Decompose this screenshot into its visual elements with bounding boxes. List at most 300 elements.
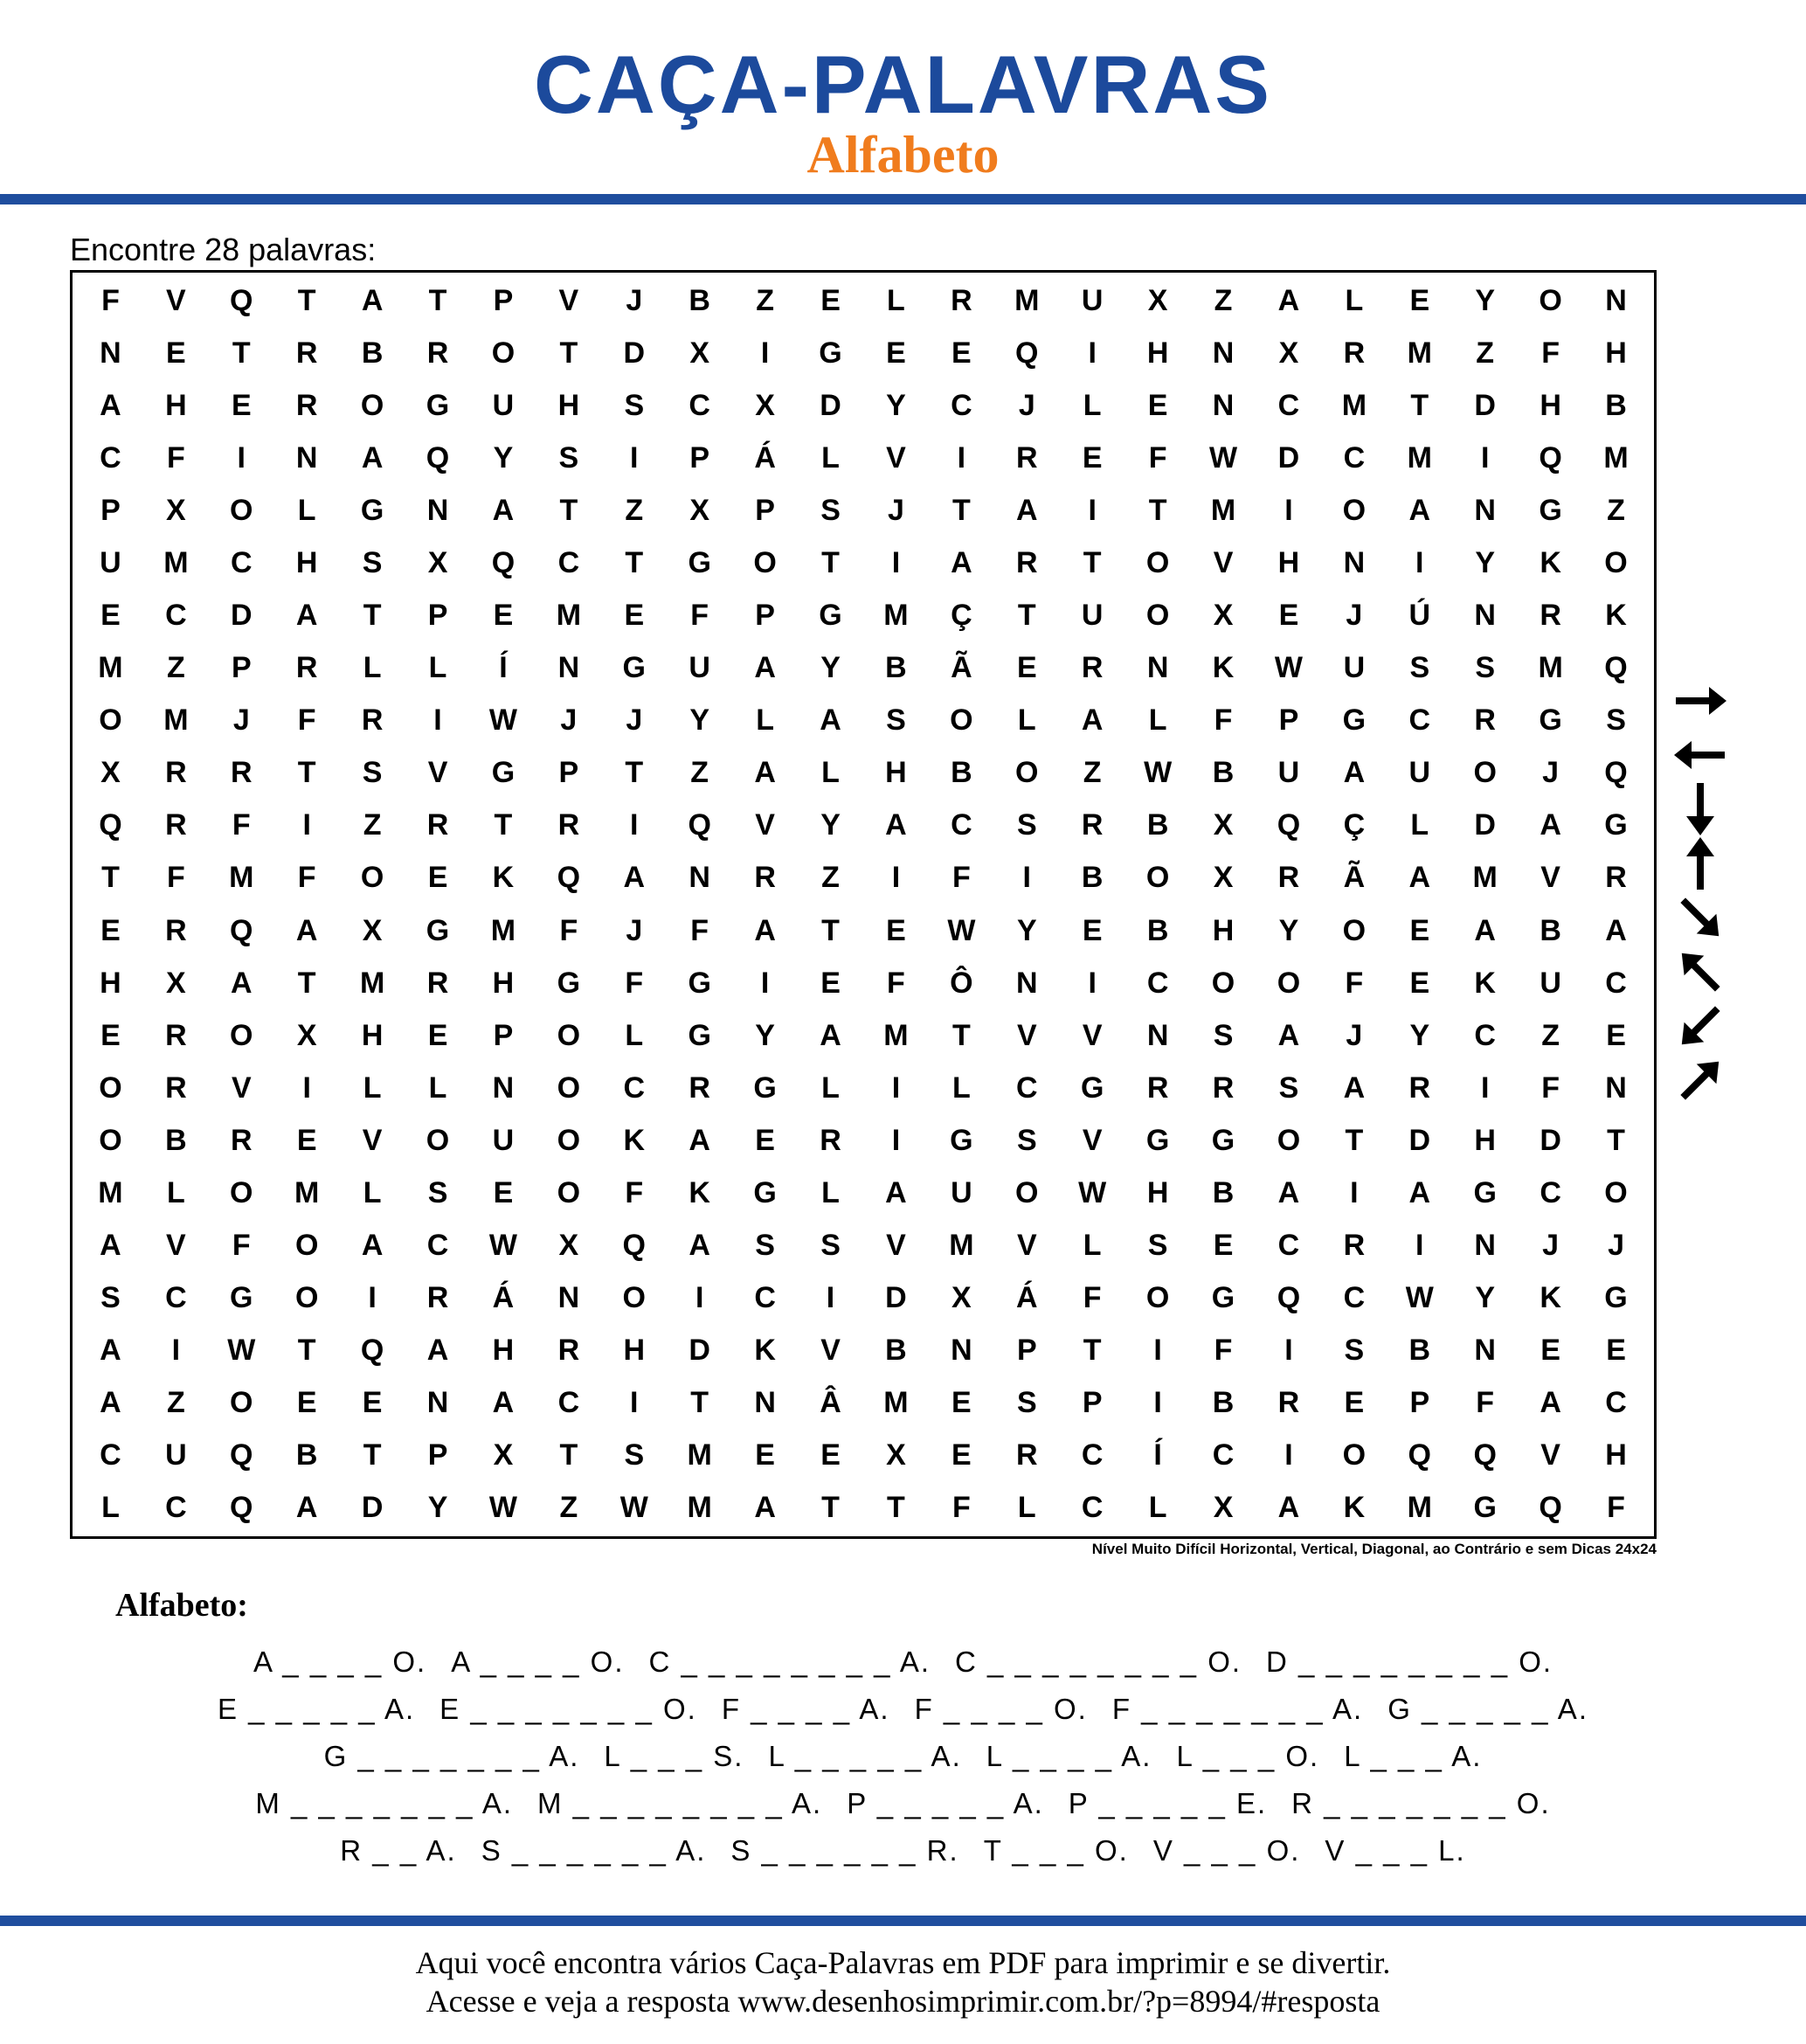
grid-cell[interactable]: H (1277, 545, 1300, 579)
grid-cell[interactable]: M (294, 1175, 320, 1209)
grid-cell[interactable]: O (1277, 966, 1301, 1000)
grid-cell[interactable]: J (1608, 1229, 1624, 1263)
grid-cell[interactable]: M (949, 1229, 974, 1263)
grid-cell[interactable]: R (1081, 651, 1104, 685)
grid-cell[interactable]: A (295, 913, 318, 947)
grid-cell[interactable]: F (166, 440, 185, 475)
grid-cell[interactable]: S (820, 1229, 841, 1263)
grid-cell[interactable]: S (1344, 1334, 1365, 1368)
grid-cell[interactable]: G (1604, 1281, 1628, 1315)
grid-cell[interactable]: A (1408, 1175, 1431, 1209)
grid-cell[interactable]: Q (426, 440, 450, 475)
grid-cell[interactable]: S (1213, 1018, 1234, 1052)
grid-cell[interactable]: L (428, 1071, 447, 1105)
grid-cell[interactable]: M (883, 1386, 909, 1420)
grid-cell[interactable]: B (951, 756, 972, 790)
grid-cell[interactable]: H (165, 388, 187, 422)
grid-cell[interactable]: A (1408, 493, 1431, 527)
grid-cell[interactable]: E (820, 283, 841, 317)
grid-cell[interactable]: M (1341, 388, 1367, 422)
grid-cell[interactable]: A (688, 1123, 710, 1157)
grid-cell[interactable]: O (1015, 756, 1039, 790)
grid-cell[interactable]: L (297, 493, 316, 527)
grid-cell[interactable]: I (695, 1281, 704, 1315)
grid-cell[interactable]: X (1213, 1491, 1234, 1525)
grid-cell[interactable]: G (426, 388, 450, 422)
grid-cell[interactable]: E (886, 913, 906, 947)
grid-cell[interactable]: E (493, 599, 514, 633)
grid-cell[interactable]: K (1474, 966, 1496, 1000)
grid-cell[interactable]: Á (492, 1281, 515, 1315)
grid-cell[interactable]: T (363, 599, 382, 633)
grid-cell[interactable]: H (623, 1334, 646, 1368)
grid-cell[interactable]: R (1343, 336, 1366, 370)
grid-cell[interactable]: E (951, 1438, 972, 1472)
grid-cell[interactable]: S (1475, 651, 1496, 685)
grid-cell[interactable]: T (1017, 599, 1036, 633)
grid-cell[interactable]: L (1017, 1491, 1036, 1525)
grid-cell[interactable]: A (1605, 913, 1627, 947)
grid-cell[interactable]: F (1607, 1491, 1625, 1525)
grid-cell[interactable]: B (1212, 756, 1235, 790)
grid-cell[interactable]: T (559, 493, 578, 527)
grid-cell[interactable]: H (1605, 336, 1627, 370)
grid-cell[interactable]: T (690, 1386, 709, 1420)
grid-cell[interactable]: V (886, 440, 906, 475)
grid-cell[interactable]: J (887, 493, 904, 527)
grid-cell[interactable]: B (1540, 913, 1561, 947)
grid-cell[interactable]: C (165, 1281, 187, 1315)
grid-cell[interactable]: C (1343, 1281, 1366, 1315)
grid-cell[interactable]: R (1277, 1386, 1300, 1420)
grid-cell[interactable]: D (1408, 1123, 1431, 1157)
grid-cell[interactable]: U (951, 1175, 972, 1209)
grid-cell[interactable]: A (885, 808, 907, 842)
grid-cell[interactable]: P (755, 493, 775, 527)
grid-cell[interactable]: O (622, 1281, 646, 1315)
grid-cell[interactable]: I (891, 545, 901, 579)
grid-cell[interactable]: Q (1604, 651, 1628, 685)
grid-cell[interactable]: V (427, 756, 448, 790)
grid-cell[interactable]: F (1345, 966, 1364, 1000)
grid-cell[interactable]: V (886, 1229, 906, 1263)
grid-cell[interactable]: V (1540, 861, 1560, 895)
grid-cell[interactable]: Q (1277, 808, 1301, 842)
grid-cell[interactable]: P (427, 599, 448, 633)
grid-cell[interactable]: A (100, 1334, 121, 1368)
grid-cell[interactable]: X (100, 756, 121, 790)
grid-cell[interactable]: D (688, 1334, 710, 1368)
grid-cell[interactable]: E (1409, 966, 1430, 1000)
grid-cell[interactable]: A (361, 283, 384, 317)
grid-cell[interactable]: C (557, 1386, 580, 1420)
grid-cell[interactable]: V (231, 1071, 252, 1105)
grid-cell[interactable]: D (623, 336, 646, 370)
grid-cell[interactable]: A (1277, 1018, 1300, 1052)
grid-cell[interactable]: O (230, 1175, 253, 1209)
grid-cell[interactable]: B (1146, 913, 1169, 947)
grid-cell[interactable]: K (688, 1175, 710, 1209)
grid-cell[interactable]: Q (622, 1229, 646, 1263)
grid-cell[interactable]: T (297, 756, 316, 790)
grid-cell[interactable]: U (1081, 599, 1104, 633)
grid-cell[interactable]: A (492, 1386, 515, 1420)
grid-cell[interactable]: H (1474, 1123, 1496, 1157)
grid-cell[interactable]: I (957, 440, 966, 475)
grid-cell[interactable]: Q (1539, 440, 1562, 475)
grid-cell[interactable]: R (426, 966, 449, 1000)
grid-cell[interactable]: N (1212, 336, 1235, 370)
grid-cell[interactable]: O (557, 1018, 581, 1052)
grid-cell[interactable]: H (1212, 913, 1235, 947)
grid-cell[interactable]: T (559, 1438, 578, 1472)
grid-cell[interactable]: F (625, 1175, 644, 1209)
grid-cell[interactable]: Z (1083, 756, 1102, 790)
grid-cell[interactable]: C (951, 388, 972, 422)
grid-cell[interactable]: E (951, 1386, 972, 1420)
grid-cell[interactable]: A (361, 1229, 384, 1263)
grid-cell[interactable]: C (165, 599, 187, 633)
grid-cell[interactable]: U (100, 545, 121, 579)
grid-cell[interactable]: G (1145, 1123, 1170, 1157)
grid-cell[interactable]: Y (886, 388, 906, 422)
grid-cell[interactable]: Q (230, 1491, 253, 1525)
grid-cell[interactable]: G (688, 966, 711, 1000)
grid-cell[interactable]: L (1148, 1491, 1167, 1525)
grid-cell[interactable]: G (230, 1281, 253, 1315)
grid-cell[interactable]: X (1278, 336, 1299, 370)
grid-cell[interactable]: Q (688, 808, 711, 842)
grid-cell[interactable]: K (1605, 599, 1627, 633)
grid-cell[interactable]: A (754, 1491, 776, 1525)
grid-cell[interactable]: A (754, 913, 776, 947)
grid-cell[interactable]: R (361, 703, 384, 738)
grid-cell[interactable]: Ç (951, 599, 972, 633)
grid-cell[interactable]: E (362, 1386, 383, 1420)
grid-cell[interactable]: T (232, 336, 251, 370)
grid-cell[interactable]: F (232, 1229, 251, 1263)
grid-cell[interactable]: Í (499, 651, 508, 685)
grid-cell[interactable]: Ã (951, 651, 972, 685)
grid-cell[interactable]: B (885, 1334, 907, 1368)
grid-cell[interactable]: H (1146, 1175, 1169, 1209)
grid-cell[interactable]: Z (1214, 283, 1233, 317)
grid-cell[interactable]: N (1605, 283, 1627, 317)
grid-cell[interactable]: Y (427, 1491, 448, 1525)
grid-cell[interactable]: Y (1475, 1281, 1496, 1315)
grid-cell[interactable]: D (1540, 1123, 1561, 1157)
grid-cell[interactable]: T (1083, 545, 1102, 579)
grid-cell[interactable]: Â (820, 1386, 841, 1420)
grid-cell[interactable]: R (557, 808, 580, 842)
grid-cell[interactable]: O (294, 1281, 319, 1315)
grid-cell[interactable]: Z (1607, 493, 1625, 527)
grid-cell[interactable]: E (624, 599, 645, 633)
grid-cell[interactable]: X (166, 966, 186, 1000)
grid-cell[interactable]: F (1541, 336, 1560, 370)
grid-cell[interactable]: W (488, 1229, 517, 1263)
grid-cell[interactable]: E (1409, 913, 1430, 947)
grid-cell[interactable]: E (493, 1175, 514, 1209)
grid-cell[interactable]: V (755, 808, 775, 842)
grid-cell[interactable]: G (1473, 1175, 1497, 1209)
grid-cell[interactable]: B (165, 1123, 187, 1157)
grid-cell[interactable]: J (1542, 1229, 1560, 1263)
grid-cell[interactable]: M (1538, 651, 1563, 685)
grid-cell[interactable]: B (885, 651, 907, 685)
grid-cell[interactable]: C (1081, 1491, 1104, 1525)
grid-cell[interactable]: R (1343, 1229, 1366, 1263)
grid-cell[interactable]: O (294, 1229, 319, 1263)
grid-cell[interactable]: N (557, 651, 580, 685)
grid-cell[interactable]: R (1212, 1071, 1235, 1105)
grid-cell[interactable]: A (361, 440, 384, 475)
grid-cell[interactable]: A (100, 1229, 121, 1263)
grid-cell[interactable]: B (1605, 388, 1627, 422)
grid-cell[interactable]: L (1017, 703, 1036, 738)
grid-cell[interactable]: Í (1153, 1438, 1162, 1472)
grid-cell[interactable]: U (492, 1123, 515, 1157)
grid-cell[interactable]: C (1605, 1386, 1627, 1420)
grid-cell[interactable]: R (1474, 703, 1496, 738)
grid-cell[interactable]: H (1146, 336, 1169, 370)
grid-cell[interactable]: R (295, 651, 318, 685)
grid-cell[interactable]: X (1213, 808, 1234, 842)
grid-cell[interactable]: I (760, 336, 770, 370)
grid-cell[interactable]: Y (1409, 1018, 1430, 1052)
grid-cell[interactable]: I (1153, 1334, 1162, 1368)
grid-cell[interactable]: I (1480, 440, 1490, 475)
grid-cell[interactable]: M (556, 599, 582, 633)
grid-cell[interactable]: R (165, 913, 187, 947)
grid-cell[interactable]: H (492, 966, 515, 1000)
grid-cell[interactable]: P (427, 1438, 448, 1472)
grid-cell[interactable]: S (558, 440, 579, 475)
grid-cell[interactable]: E (951, 336, 972, 370)
grid-cell[interactable]: O (1145, 1281, 1170, 1315)
grid-cell[interactable]: S (1016, 808, 1037, 842)
grid-cell[interactable]: I (368, 1281, 377, 1315)
grid-cell[interactable]: G (1473, 1491, 1497, 1525)
grid-cell[interactable]: E (427, 861, 448, 895)
grid-cell[interactable]: F (1214, 703, 1233, 738)
grid-cell[interactable]: B (688, 283, 710, 317)
grid-cell[interactable]: W (619, 1491, 648, 1525)
grid-cell[interactable]: R (295, 336, 318, 370)
grid-cell[interactable]: A (231, 966, 253, 1000)
grid-cell[interactable]: X (362, 913, 383, 947)
grid-cell[interactable]: E (1082, 440, 1103, 475)
grid-cell[interactable]: F (1083, 1281, 1102, 1315)
grid-cell[interactable]: N (295, 440, 318, 475)
grid-cell[interactable]: G (819, 336, 842, 370)
grid-cell[interactable]: X (1213, 861, 1234, 895)
grid-cell[interactable]: F (297, 703, 316, 738)
grid-cell[interactable]: E (296, 1386, 317, 1420)
grid-cell[interactable]: C (1277, 1229, 1300, 1263)
grid-cell[interactable]: T (297, 283, 316, 317)
grid-cell[interactable]: P (100, 493, 121, 527)
grid-cell[interactable]: C (1212, 1438, 1235, 1472)
grid-cell[interactable]: U (1081, 283, 1104, 317)
grid-cell[interactable]: D (1474, 388, 1496, 422)
grid-cell[interactable]: R (165, 808, 187, 842)
grid-cell[interactable]: K (754, 1334, 776, 1368)
grid-cell[interactable]: S (624, 1438, 645, 1472)
grid-cell[interactable]: N (426, 493, 449, 527)
grid-cell[interactable]: U (1408, 756, 1431, 790)
grid-cell[interactable]: H (1605, 1438, 1627, 1472)
grid-cell[interactable]: V (362, 1123, 383, 1157)
grid-cell[interactable]: A (623, 861, 646, 895)
grid-cell[interactable]: Z (166, 1386, 185, 1420)
grid-cell[interactable]: S (624, 388, 645, 422)
grid-cell[interactable]: U (688, 651, 710, 685)
grid-cell[interactable]: S (100, 1281, 121, 1315)
grid-cell[interactable]: K (1212, 651, 1235, 685)
grid-cell[interactable]: W (227, 1334, 256, 1368)
grid-cell[interactable]: R (1016, 440, 1038, 475)
grid-cell[interactable]: O (230, 1386, 253, 1420)
grid-cell[interactable]: I (433, 703, 442, 738)
grid-cell[interactable]: G (622, 651, 646, 685)
grid-cell[interactable]: Y (1278, 913, 1299, 947)
grid-cell[interactable]: I (891, 861, 901, 895)
grid-cell[interactable]: L (428, 651, 447, 685)
grid-cell[interactable]: S (886, 703, 906, 738)
grid-cell[interactable]: Q (230, 913, 253, 947)
grid-cell[interactable]: N (1343, 545, 1366, 579)
grid-cell[interactable]: F (1476, 1386, 1495, 1420)
grid-cell[interactable]: I (1284, 1334, 1293, 1368)
grid-cell[interactable]: V (1540, 1438, 1560, 1472)
grid-cell[interactable]: X (558, 1229, 579, 1263)
grid-cell[interactable]: I (1153, 1386, 1162, 1420)
grid-cell[interactable]: W (1078, 1175, 1107, 1209)
grid-cell[interactable]: W (1405, 1281, 1434, 1315)
grid-cell[interactable]: R (754, 861, 776, 895)
grid-cell[interactable]: A (1277, 1491, 1300, 1525)
grid-cell[interactable]: A (100, 388, 121, 422)
grid-cell[interactable]: G (360, 493, 384, 527)
grid-cell[interactable]: S (362, 545, 383, 579)
grid-cell[interactable]: X (755, 388, 775, 422)
grid-cell[interactable]: E (1606, 1334, 1626, 1368)
grid-cell[interactable]: J (1346, 1018, 1363, 1052)
grid-cell[interactable]: L (1410, 808, 1429, 842)
grid-cell[interactable]: I (1022, 861, 1031, 895)
grid-cell[interactable]: O (1473, 756, 1497, 790)
grid-cell[interactable]: C (1605, 966, 1627, 1000)
grid-cell[interactable]: G (1211, 1123, 1235, 1157)
grid-cell[interactable]: G (753, 1175, 777, 1209)
grid-cell[interactable]: T (297, 1334, 316, 1368)
grid-cell[interactable]: L (821, 756, 840, 790)
grid-cell[interactable]: Y (1475, 283, 1496, 317)
grid-cell[interactable]: R (426, 1281, 449, 1315)
grid-cell[interactable]: X (951, 1281, 972, 1315)
grid-cell[interactable]: F (690, 913, 709, 947)
grid-cell[interactable]: P (493, 283, 514, 317)
grid-cell[interactable]: I (891, 1071, 901, 1105)
grid-cell[interactable]: I (302, 808, 311, 842)
grid-cell[interactable]: T (625, 756, 644, 790)
grid-cell[interactable]: A (820, 703, 841, 738)
grid-cell[interactable]: X (1147, 283, 1168, 317)
grid-cell[interactable]: V (558, 283, 579, 317)
grid-cell[interactable]: R (1146, 1071, 1169, 1105)
grid-cell[interactable]: T (821, 913, 840, 947)
grid-cell[interactable]: P (1409, 1386, 1430, 1420)
grid-cell[interactable]: R (1540, 599, 1561, 633)
grid-cell[interactable]: H (295, 545, 318, 579)
grid-cell[interactable]: V (1082, 1123, 1103, 1157)
grid-cell[interactable]: C (951, 808, 972, 842)
grid-cell[interactable]: V (1016, 1018, 1037, 1052)
grid-cell[interactable]: Q (1277, 1281, 1301, 1315)
grid-cell[interactable]: E (755, 1123, 775, 1157)
grid-cell[interactable]: R (231, 1123, 253, 1157)
grid-cell[interactable]: A (1474, 913, 1496, 947)
grid-cell[interactable]: G (491, 756, 516, 790)
grid-cell[interactable]: L (951, 1071, 971, 1105)
grid-cell[interactable]: E (100, 913, 121, 947)
grid-cell[interactable]: G (557, 966, 581, 1000)
grid-cell[interactable]: G (1080, 1071, 1104, 1105)
grid-cell[interactable]: H (1540, 388, 1561, 422)
grid-cell[interactable]: Y (1475, 545, 1496, 579)
grid-cell[interactable]: B (1081, 861, 1104, 895)
grid-cell[interactable]: I (1480, 1071, 1490, 1105)
grid-cell[interactable]: E (820, 1438, 841, 1472)
grid-cell[interactable]: L (887, 283, 905, 317)
grid-cell[interactable]: S (755, 1229, 775, 1263)
grid-cell[interactable]: T (821, 545, 840, 579)
grid-cell[interactable]: H (100, 966, 121, 1000)
grid-cell[interactable]: O (557, 1175, 581, 1209)
grid-cell[interactable]: E (427, 1018, 448, 1052)
grid-cell[interactable]: O (1342, 913, 1367, 947)
grid-cell[interactable]: O (1145, 545, 1170, 579)
grid-cell[interactable]: I (1284, 493, 1293, 527)
grid-cell[interactable]: L (363, 651, 382, 685)
grid-cell[interactable]: I (760, 966, 770, 1000)
grid-cell[interactable]: Z (690, 756, 709, 790)
grid-cell[interactable]: E (820, 966, 841, 1000)
grid-cell[interactable]: T (625, 545, 644, 579)
grid-cell[interactable]: C (688, 388, 710, 422)
grid-cell[interactable]: Ú (1408, 599, 1431, 633)
grid-cell[interactable]: O (491, 336, 516, 370)
grid-cell[interactable]: G (688, 1018, 711, 1052)
grid-cell[interactable]: O (1015, 1175, 1039, 1209)
grid-cell[interactable]: C (1540, 1175, 1561, 1209)
grid-cell[interactable]: A (688, 1229, 710, 1263)
grid-cell[interactable]: X (1213, 599, 1234, 633)
grid-cell[interactable]: I (826, 1281, 835, 1315)
grid-cell[interactable]: C (1081, 1438, 1104, 1472)
grid-cell[interactable]: E (166, 336, 186, 370)
grid-cell[interactable]: L (363, 1175, 382, 1209)
grid-cell[interactable]: M (163, 545, 189, 579)
grid-cell[interactable]: P (689, 440, 710, 475)
grid-cell[interactable]: R (1081, 808, 1104, 842)
grid-cell[interactable]: I (630, 440, 639, 475)
grid-cell[interactable]: G (1604, 808, 1628, 842)
grid-cell[interactable]: J (1346, 599, 1363, 633)
grid-cell[interactable]: L (625, 1018, 644, 1052)
grid-cell[interactable]: L (363, 1071, 382, 1105)
